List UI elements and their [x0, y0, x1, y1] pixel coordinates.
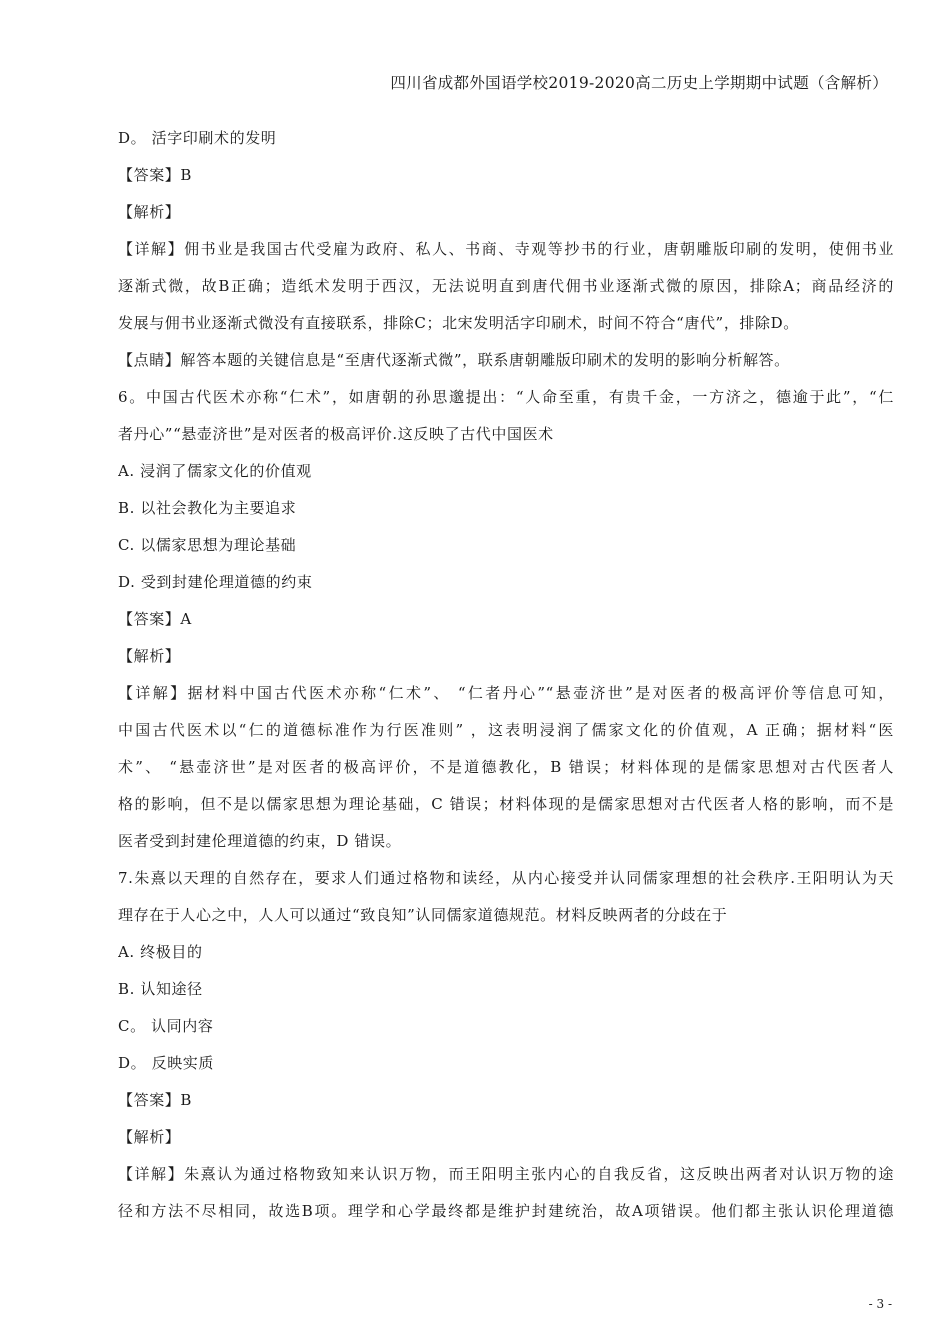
analysis-heading-q6: 【解析】 — [118, 647, 181, 665]
answer-q7: 【答案】B — [118, 1091, 193, 1109]
option-c-q6: C. 以儒家思想为理论基础 — [118, 536, 297, 554]
option-d-q5: D。 活字印刷术的发明 — [118, 129, 277, 147]
page-number: - 3 - — [868, 1297, 892, 1311]
question-7-line2: 理存在于人心之中，人人可以通过“致良知”认同儒家道德规范。材料反映两者的分歧在于 — [118, 906, 728, 924]
option-b-q6: B. 以社会教化为主要追求 — [118, 499, 297, 517]
explanation-q5-line1: 【详解】佣书业是我国古代受雇为政府、私人、书商、寺观等抄书的行业，唐朝雕版印刷的发明，使佣书业 — [118, 240, 894, 258]
option-a-q7: A. 终极目的 — [118, 943, 203, 961]
explanation-q5-line2: 逐渐式微，故B正确；造纸术发明于西汉，无法说明直到唐代佣书业逐渐式微的原因，排除A；商品经济的 — [118, 277, 894, 295]
option-b-q7: B. 认知途径 — [118, 980, 203, 998]
explanation-q6-line3: 术”、 “悬壶济世”是对医者的极高评价，不是道德教化，B 错误；材料体现的是儒家思想对古代医者人 — [118, 758, 894, 776]
option-d-q7: D。 反映实质 — [118, 1054, 214, 1072]
answer-q6: 【答案】A — [118, 610, 192, 628]
question-6-line1: 6。中国古代医术亦称“仁术”，如唐朝的孙思邈提出：“人命至重，有贵千金，一方济之，德逾于此”，“仁 — [118, 388, 894, 406]
question-7-line1: 7.朱熹以天理的自然存在，要求人们通过格物和读经，从内心接受并认同儒家理想的社会秩序.王阳明认为天 — [118, 869, 894, 887]
document-body — [118, 120, 894, 1230]
option-d-q6: D. 受到封建伦理道德的约束 — [118, 573, 313, 591]
explanation-q6-line4: 格的影响，但不是以儒家思想为理论基础，C 错误；材料体现的是儒家思想对古代医者人格的影响，而不是 — [118, 795, 894, 813]
analysis-heading-q7: 【解析】 — [118, 1128, 181, 1146]
explanation-q6-line5: 医者受到封建伦理道德的约束，D 错误。 — [118, 832, 402, 850]
document-title: 四川省成都外国语学校2019-2020高二历史上学期期中试题（含解析） — [390, 74, 888, 92]
tip-q5: 【点睛】解答本题的关键信息是“至唐代逐渐式微”，联系唐朝雕版印刷术的发明的影响分析解答。 — [118, 351, 790, 369]
explanation-q6-line1: 【详解】据材料中国古代医术亦称“仁术”、 “仁者丹心”“悬壶济世”是对医者的极高评价等信息可知， — [118, 684, 894, 702]
page-footer — [869, 1296, 892, 1312]
option-a-q6: A. 浸润了儒家文化的价值观 — [118, 462, 312, 480]
option-c-q7: C。 认同内容 — [118, 1017, 214, 1035]
explanation-q6-line2: 中国古代医术以“仁的道德标准作为行医准则” ，这表明浸润了儒家文化的价值观，A 正确；据材料“医 — [118, 721, 894, 739]
question-6-line2: 者丹心”“悬壶济世”是对医者的极高评价.这反映了古代中国医术 — [118, 425, 554, 443]
explanation-q7-line2: 径和方法不尽相同，故选B项。理学和心学最终都是维护封建统治，故A项错误。他们都主张认识伦理道德 — [118, 1202, 894, 1220]
explanation-q5-line3: 发展与佣书业逐渐式微没有直接联系，排除C；北宋发明活字印刷术，时间不符合“唐代”，排除D。 — [118, 314, 799, 332]
answer-q5: 【答案】B — [118, 166, 193, 184]
explanation-q7-line1: 【详解】朱熹认为通过格物致知来认识万物，而王阳明主张内心的自我反省，这反映出两者对认识万物的途 — [118, 1165, 894, 1183]
analysis-heading-q5: 【解析】 — [118, 203, 181, 221]
page-header — [60, 72, 888, 94]
